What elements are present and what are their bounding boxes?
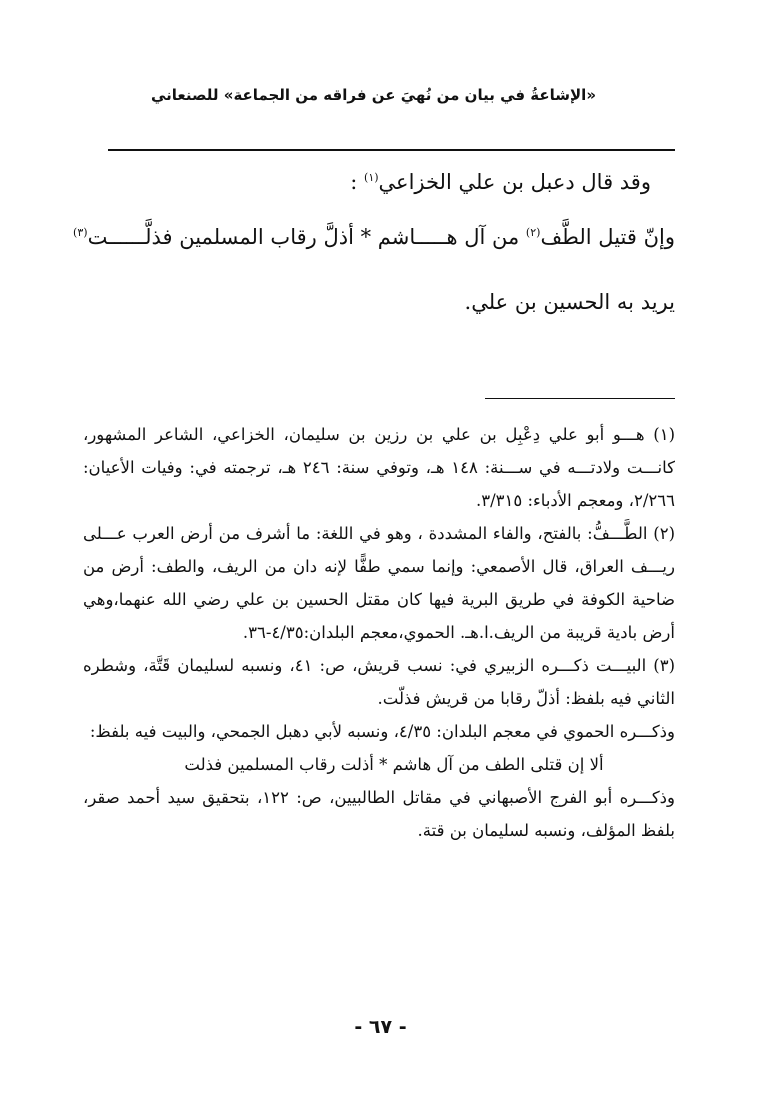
body-line-1-colon: : xyxy=(350,170,358,194)
verse-part-b: من آل هـــــاشم * أذلَّ رقاب المسلمين فذلَّــــــت xyxy=(87,225,526,249)
footnote-ref-3[interactable]: (٣) xyxy=(73,226,88,239)
footnote-separator xyxy=(485,398,675,399)
footnote-1: (١) هـــو أبو علي دِعْبِل بن علي بن رزين بن سليمان، الخزاعي، الشاعر المشهور، كانـــت ولادتـــه في ســـنة: ١٤٨ هـ، وتوفي سنة: ٢٤٦ هـ، ترجمته في: وفيات الأعيان: ٢/٢٦٦، ومعجم الأدباء: ٣/٣١٥. xyxy=(83,425,675,510)
footnotes xyxy=(83,418,675,847)
verse-line xyxy=(73,225,675,249)
verse-part-a: وإنّ قتيل الطَّف xyxy=(540,225,675,249)
body-line-3: يريد به الحسين بن علي. xyxy=(464,290,675,314)
body-line-1 xyxy=(61,170,651,194)
footnote-2: (٢) الطَّـــفُّ: بالفتح، والفاء المشددة ، وهو في اللغة: ما أشرف من أرض العرب عـــلى ريـــف العراق، قال الأصمعي: وإنما سمي طفًّا لإنه دان من الريف، والطف: أرض من ضاحية الكوفة في طريق البرية فيها كان مقتل الحسين بن علي رضي الله عنهما،وهي أرض بادية قريبة من الريف.ا.هـ. الحموي،معجم البلدان:٤/٣٥-٣٦. xyxy=(83,524,675,642)
footnote-ref-2[interactable]: (٢) xyxy=(525,226,541,239)
footnote-3: (٣) البيـــت ذكـــره الزبيري في: نسب قريش، ص: ٤١، ونسبه لسليمان قَتَّة، وشطره الثاني فيه بلفظ: أذلّ رقابا من قريش فذلّت. xyxy=(83,656,675,708)
header-rule xyxy=(108,149,675,151)
page-number: - ٦٧ - xyxy=(354,1016,407,1038)
body-line-1-text: وقد قال دعبل بن علي الخزاعي xyxy=(378,170,651,194)
footnote-3-final: وذكـــره أبو الفرج الأصبهاني في مقاتل الطالبيين، ص: ١٢٢، بتحقيق سيد أحمد صقر، بلفظ المؤلف، ونسبه لسليمان بن قتة. xyxy=(83,788,675,840)
footnote-3-continued: وذكـــره الحموي في معجم البلدان: ٤/٣٥، ونسبه لأبي دهبل الجمحي، والبيت فيه بلفظ: xyxy=(89,722,675,741)
running-header: «الإشاعةُ في بيان من نُهيَ عن فراقه من الجماعة» للصنعاني xyxy=(150,86,597,104)
footnote-verse: ألا إن قتلى الطف من آل هاشم * أذلت رقاب المسلمين فذلت xyxy=(184,755,604,774)
footnote-ref-1[interactable]: (١) xyxy=(364,171,379,184)
